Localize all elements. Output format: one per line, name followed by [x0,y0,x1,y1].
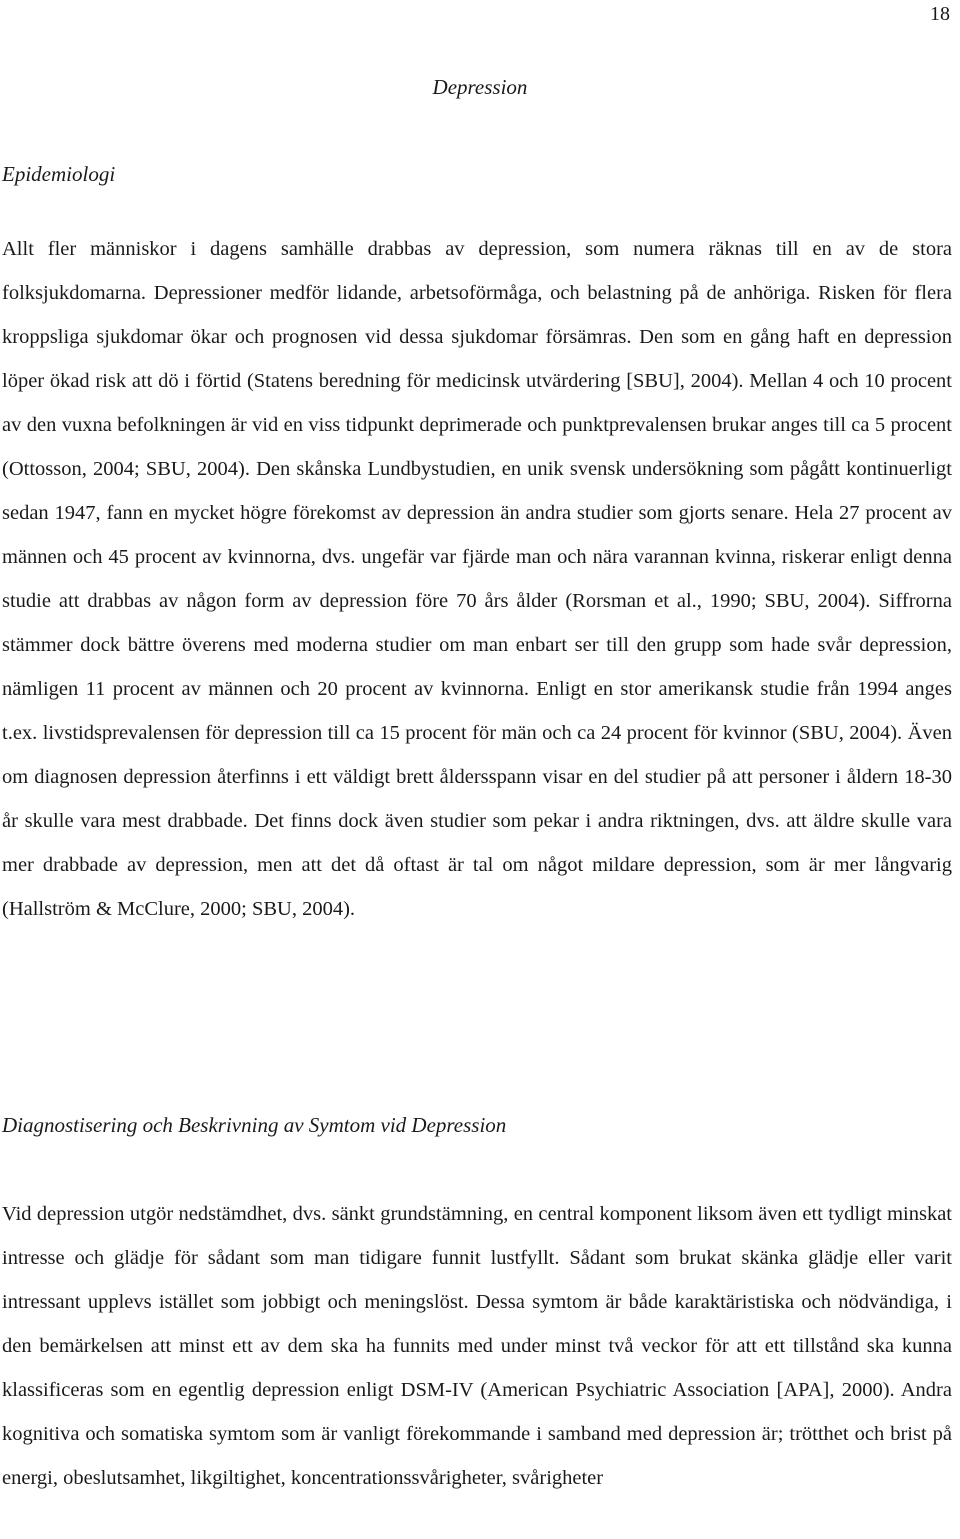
section-heading-diagnosis: Diagnostisering och Beskrivning av Symtom vid Depression [2,1113,507,1137]
paragraph-epidemiology: Allt fler människor i dagens samhälle drabbas av depression, som numera räknas till en av de stora folksjukdomarna. Depressioner medför lidande, arbetsoförmåga, och belastning på de anhöriga. Risken för flera kroppsliga sjukdomar ökar och prognosen vid dessa sjukdomar försämras. Den som en gång haft en depression löper ökad risk att dö i förtid (Statens beredning för medicinsk utvärdering [SBU], 2004). Mellan 4 och 10 procent av den vuxna befolkningen är vid en viss tidpunkt deprimerade och punktprevalensen brukar anges till ca 5 procent (Ottosson, 2004; SBU, 2004). Den skånska Lundbystudien, en unik svensk undersökning som pågått kontinuerligt sedan 1947, fann en mycket högre förekomst av depression än andra studier som gjorts senare. Hela 27 procent av männen och 45 procent av kvinnorna, dvs. ungefär var fjärde man och nära varannan kvinna, riskerar enligt denna studie att drabbas av någon form av depression före 70 års ålder (Rorsman et al., 1990; SBU, 2004). Siffrorna stämmer dock bättre överens med moderna studier om man enbart ser till den grupp som hade svår depression, nämligen 11 procent av männen och 20 procent av kvinnorna. Enligt en stor amerikansk studie från 1994 anges t.ex. livstidsprevalensen för depression till ca 15 procent för män och ca 24 procent för kvinnor (SBU, 2004). Även om diagnosen depression återfinns i ett väldigt brett åldersspann visar en del studier på att personer i åldern 18-30 år skulle vara mest drabbade. Det finns dock även studier som pekar i andra riktningen, dvs. att äldre skulle vara mer drabbade av depression, men att det då oftast är tal om något mildare depression, som är mer långvarig (Hallström & McClure, 2000; SBU, 2004). [2,238,952,920]
chapter-title: Depression [432,75,528,99]
page-number: 18 [930,3,950,25]
section-heading-epidemiology: Epidemiologi [2,162,116,186]
paragraph-diagnosis: Vid depression utgör nedstämdhet, dvs. sänkt grundstämning, en central komponent liksom även ett tydligt minskat intresse och glädje för sådant som man tidigare funnit lustfyllt. Sådant som brukat skänka glädje eller varit intressant upplevs istället som jobbigt och meningslöst. Dessa symtom är både karaktäristiska och nödvändiga, i den bemärkelsen att minst ett av dem ska ha funnits med under minst två veckor för att ett tillstånd ska kunna klassificeras som en egentlig depression enligt DSM-IV (American Psychiatric Association [APA], 2000). Andra kognitiva och somatiska symtom som är vanligt förekommande i samband med depression är; trötthet och brist på energi, obeslutsamhet, likgiltighet, koncentrationssvårigheter, svårigheter [2,1203,952,1489]
